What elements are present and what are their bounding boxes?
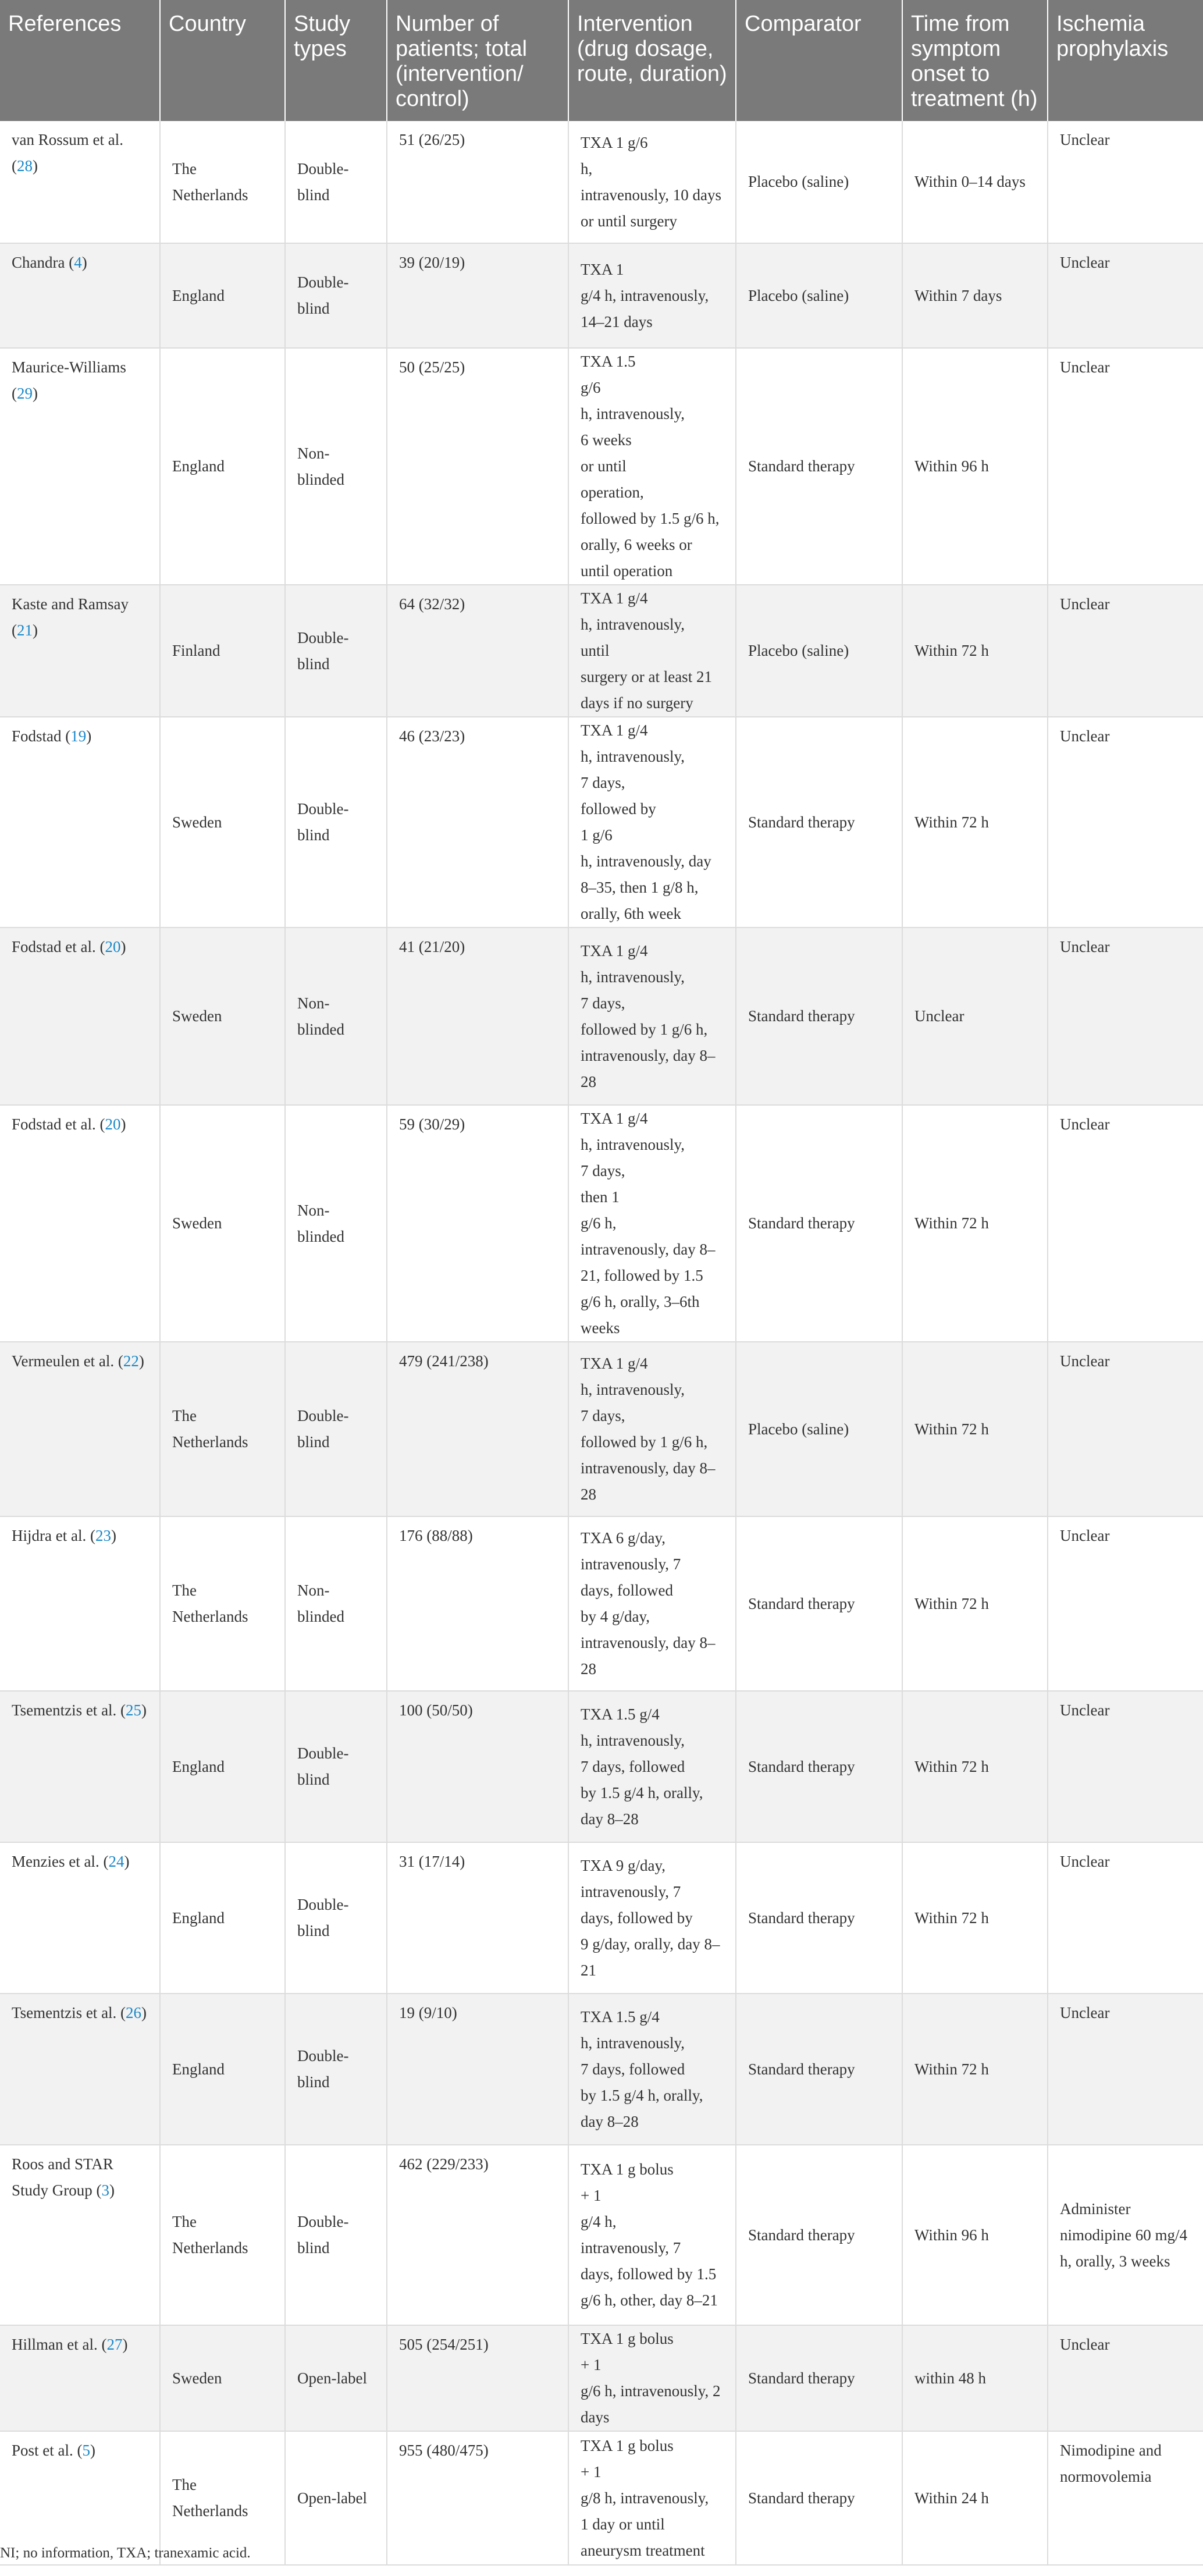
cell-study-type: Double-blind bbox=[285, 121, 387, 243]
header-time-to-treatment: Time from symptom onset to treatment (h) bbox=[902, 0, 1048, 121]
table-row bbox=[0, 121, 1203, 243]
cell-comparator: Placebo (saline) bbox=[736, 243, 902, 348]
cell-reference bbox=[0, 243, 160, 348]
cell-patients: 64 (32/32) bbox=[387, 585, 568, 717]
cell-country: Sweden bbox=[160, 717, 285, 928]
reference-link[interactable]: 27 bbox=[106, 2336, 123, 2353]
reference-text: Fodstad et al. ( bbox=[12, 938, 105, 955]
reference-text: Hijdra et al. ( bbox=[12, 1527, 95, 1544]
cell-comparator: Placebo (saline) bbox=[736, 585, 902, 717]
reference-close: ) bbox=[122, 2336, 128, 2353]
cell-study-type: Open-label bbox=[285, 2431, 387, 2565]
reference-text: Fodstad et al. ( bbox=[12, 1115, 105, 1133]
table-row bbox=[0, 243, 1203, 348]
cell-study-type: Double-blind bbox=[285, 1994, 387, 2145]
reference-link[interactable]: 19 bbox=[70, 727, 87, 745]
cell-reference bbox=[0, 585, 160, 717]
cell-country: England bbox=[160, 1842, 285, 1994]
reference-close: ) bbox=[138, 1352, 144, 1370]
cell-intervention: TXA 1.5 g/4 h, intravenously, 7 days, followed by 1.5 g/4 h, orally, day 8–28 bbox=[568, 1994, 736, 2145]
cell-study-type: Double-blind bbox=[285, 717, 387, 928]
cell-study-type: Double-blind bbox=[285, 243, 387, 348]
cell-time: Within 72 h bbox=[902, 717, 1048, 928]
cell-study-type: Double-blind bbox=[285, 585, 387, 717]
cell-time: Within 96 h bbox=[902, 2145, 1048, 2325]
cell-country: Sweden bbox=[160, 1105, 285, 1342]
cell-comparator: Standard therapy bbox=[736, 1994, 902, 2145]
cell-patients: 176 (88/88) bbox=[387, 1516, 568, 1691]
reference-close: ) bbox=[33, 621, 38, 639]
header-number-of-patients: Number of patients; total (intervention/ control) bbox=[387, 0, 568, 121]
cell-ischemia: Unclear bbox=[1048, 717, 1203, 928]
cell-comparator: Standard therapy bbox=[736, 1691, 902, 1842]
header-country: Country bbox=[160, 0, 285, 121]
cell-reference bbox=[0, 1994, 160, 2145]
reference-close: ) bbox=[33, 385, 38, 402]
reference-link[interactable]: 28 bbox=[17, 157, 33, 175]
cell-intervention: TXA 9 g/day, intravenously, 7 days, followed by 9 g/day, orally, day 8–21 bbox=[568, 1842, 736, 1994]
cell-comparator: Standard therapy bbox=[736, 2145, 902, 2325]
cell-country: England bbox=[160, 1994, 285, 2145]
reference-close: ) bbox=[86, 727, 92, 745]
table-row bbox=[0, 1842, 1203, 1994]
cell-study-type: Non-blinded bbox=[285, 1105, 387, 1342]
cell-reference bbox=[0, 2145, 160, 2325]
reference-link[interactable]: 20 bbox=[105, 1115, 121, 1133]
cell-ischemia: Unclear bbox=[1048, 348, 1203, 585]
table-row bbox=[0, 1691, 1203, 1842]
reference-close: ) bbox=[124, 1853, 130, 1870]
cell-intervention: TXA 1 g/4 h, intravenously, 14–21 days bbox=[568, 243, 736, 348]
cell-time: Within 72 h bbox=[902, 1691, 1048, 1842]
cell-time: Within 72 h bbox=[902, 1842, 1048, 1994]
cell-study-type: Double-blind bbox=[285, 2145, 387, 2325]
cell-patients: 31 (17/14) bbox=[387, 1842, 568, 1994]
cell-ischemia: Unclear bbox=[1048, 1342, 1203, 1516]
cell-country: The Netherlands bbox=[160, 121, 285, 243]
cell-country: The Netherlands bbox=[160, 1342, 285, 1516]
table-row bbox=[0, 1105, 1203, 1342]
cell-time: Within 7 days bbox=[902, 243, 1048, 348]
cell-comparator: Standard therapy bbox=[736, 717, 902, 928]
header-study-types: Study types bbox=[285, 0, 387, 121]
cell-patients: 100 (50/50) bbox=[387, 1691, 568, 1842]
cell-study-type: Non-blinded bbox=[285, 928, 387, 1105]
cell-reference bbox=[0, 1105, 160, 1342]
reference-link[interactable]: 22 bbox=[123, 1352, 139, 1370]
cell-comparator: Placebo (saline) bbox=[736, 1342, 902, 1516]
cell-patients: 479 (241/238) bbox=[387, 1342, 568, 1516]
reference-text: van Rossum et al. ( bbox=[12, 131, 123, 175]
cell-ischemia: Unclear bbox=[1048, 121, 1203, 243]
reference-close: ) bbox=[141, 2004, 147, 2021]
table-row bbox=[0, 585, 1203, 717]
cell-country: England bbox=[160, 1691, 285, 1842]
cell-patients: 41 (21/20) bbox=[387, 928, 568, 1105]
cell-time: Within 72 h bbox=[902, 1342, 1048, 1516]
cell-patients: 19 (9/10) bbox=[387, 1994, 568, 2145]
cell-ischemia: Administer nimodipine 60 mg/4 h, orally, 3 weeks bbox=[1048, 2145, 1203, 2325]
cell-patients: 46 (23/23) bbox=[387, 717, 568, 928]
cell-study-type: Non-blinded bbox=[285, 348, 387, 585]
cell-time: Within 0–14 days bbox=[902, 121, 1048, 243]
reference-close: ) bbox=[120, 938, 126, 955]
cell-ischemia: Unclear bbox=[1048, 1842, 1203, 1994]
cell-time: Within 72 h bbox=[902, 1105, 1048, 1342]
reference-link[interactable]: 24 bbox=[108, 1853, 124, 1870]
reference-text: Maurice-Williams ( bbox=[12, 358, 126, 402]
table-row bbox=[0, 348, 1203, 585]
reference-text: Post et al. ( bbox=[12, 2442, 83, 2459]
reference-close: ) bbox=[120, 1115, 126, 1133]
cell-time: Within 96 h bbox=[902, 348, 1048, 585]
reference-link[interactable]: 29 bbox=[17, 385, 33, 402]
table-footnote: NI; no information, TXA; tranexamic acid. bbox=[0, 2545, 251, 2561]
cell-intervention: TXA 1 g/4 h, intravenously, 7 days, followed by 1 g/6 h, intravenously, day 8–35, then 1 g/8 h, orally, 6th week bbox=[568, 717, 736, 928]
cell-patients: 51 (26/25) bbox=[387, 121, 568, 243]
cell-country: The Netherlands bbox=[160, 1516, 285, 1691]
cell-country: The Netherlands bbox=[160, 2431, 285, 2565]
header-references: References bbox=[0, 0, 160, 121]
cell-time: Within 72 h bbox=[902, 585, 1048, 717]
cell-intervention: TXA 1.5 g/6 h, intravenously, 6 weeks or until operation, followed by 1.5 g/6 h, orally, 6 weeks or until operation bbox=[568, 348, 736, 585]
cell-time: Within 24 h bbox=[902, 2431, 1048, 2565]
cell-intervention: TXA 1 g/4 h, intravenously, 7 days, followed by 1 g/6 h, intravenously, day 8–28 bbox=[568, 1342, 736, 1516]
reference-text: Kaste and Ramsay ( bbox=[12, 595, 129, 639]
cell-ischemia: Unclear bbox=[1048, 1691, 1203, 1842]
reference-text: Tsementzis et al. ( bbox=[12, 2004, 126, 2021]
cell-reference bbox=[0, 1842, 160, 1994]
cell-country: England bbox=[160, 243, 285, 348]
reference-link[interactable]: 3 bbox=[101, 2181, 109, 2199]
cell-intervention: TXA 1 g bolus + 1 g/8 h, intravenously, 1 day or until aneurysm treatment bbox=[568, 2431, 736, 2565]
cell-time: Within 72 h bbox=[902, 1994, 1048, 2145]
cell-patients: 39 (20/19) bbox=[387, 243, 568, 348]
reference-close: ) bbox=[109, 2181, 115, 2199]
cell-reference bbox=[0, 717, 160, 928]
cell-intervention: TXA 1.5 g/4 h, intravenously, 7 days, followed by 1.5 g/4 h, orally, day 8–28 bbox=[568, 1691, 736, 1842]
cell-comparator: Standard therapy bbox=[736, 1105, 902, 1342]
reference-link[interactable]: 21 bbox=[17, 621, 33, 639]
reference-link[interactable]: 5 bbox=[82, 2442, 90, 2459]
cell-reference bbox=[0, 348, 160, 585]
cell-reference bbox=[0, 1691, 160, 1842]
cell-time: Unclear bbox=[902, 928, 1048, 1105]
cell-ischemia: Unclear bbox=[1048, 1994, 1203, 2145]
reference-close: ) bbox=[141, 1701, 147, 1719]
cell-reference bbox=[0, 121, 160, 243]
cell-patients: 505 (254/251) bbox=[387, 2325, 568, 2431]
reference-close: ) bbox=[81, 254, 87, 271]
cell-time: within 48 h bbox=[902, 2325, 1048, 2431]
cell-comparator: Standard therapy bbox=[736, 2431, 902, 2565]
header-ischemia-prophylaxis: Ischemia prophylaxis bbox=[1048, 0, 1203, 121]
cell-intervention: TXA 1 g bolus + 1 g/6 h, intravenously, 2 days bbox=[568, 2325, 736, 2431]
table-row bbox=[0, 1342, 1203, 1516]
table-row bbox=[0, 2325, 1203, 2431]
cell-country: The Netherlands bbox=[160, 2145, 285, 2325]
cell-intervention: TXA 1 g/4 h, intravenously, 7 days, then 1 g/6 h, intravenously, day 8–21, followed by 1.5 g/6 h, orally, 3–6th weeks bbox=[568, 1105, 736, 1342]
table-row bbox=[0, 1516, 1203, 1691]
cell-ischemia: Unclear bbox=[1048, 243, 1203, 348]
table-row bbox=[0, 717, 1203, 928]
reference-link[interactable]: 20 bbox=[105, 938, 121, 955]
cell-comparator: Standard therapy bbox=[736, 1516, 902, 1691]
reference-text: Vermeulen et al. ( bbox=[12, 1352, 123, 1370]
cell-comparator: Standard therapy bbox=[736, 2325, 902, 2431]
header-row bbox=[0, 0, 1203, 121]
table-row bbox=[0, 2145, 1203, 2325]
cell-ischemia: Unclear bbox=[1048, 2325, 1203, 2431]
reference-text: Chandra ( bbox=[12, 254, 74, 271]
reference-text: Menzies et al. ( bbox=[12, 1853, 109, 1870]
cell-ischemia: Unclear bbox=[1048, 1105, 1203, 1342]
cell-study-type: Open-label bbox=[285, 2325, 387, 2431]
cell-intervention: TXA 1 g bolus + 1 g/4 h, intravenously, 7 days, followed by 1.5 g/6 h, other, day 8–21 bbox=[568, 2145, 736, 2325]
header-intervention: Intervention (drug dosage, route, duration) bbox=[568, 0, 736, 121]
cell-study-type: Double-blind bbox=[285, 1342, 387, 1516]
cell-reference bbox=[0, 928, 160, 1105]
cell-study-type: Double-blind bbox=[285, 1691, 387, 1842]
cell-comparator: Standard therapy bbox=[736, 348, 902, 585]
reference-link[interactable]: 4 bbox=[74, 254, 82, 271]
table-row bbox=[0, 1994, 1203, 2145]
cell-patients: 955 (480/475) bbox=[387, 2431, 568, 2565]
cell-ischemia: Nimodipine and normovolemia bbox=[1048, 2431, 1203, 2565]
cell-intervention: TXA 6 g/day, intravenously, 7 days, followed by 4 g/day, intravenously, day 8–28 bbox=[568, 1516, 736, 1691]
cell-comparator: Placebo (saline) bbox=[736, 121, 902, 243]
cell-patients: 462 (229/233) bbox=[387, 2145, 568, 2325]
cell-country: Sweden bbox=[160, 2325, 285, 2431]
cell-study-type: Non-blinded bbox=[285, 1516, 387, 1691]
cell-time: Within 72 h bbox=[902, 1516, 1048, 1691]
reference-link[interactable]: 23 bbox=[95, 1527, 111, 1544]
cell-country: Finland bbox=[160, 585, 285, 717]
cell-ischemia: Unclear bbox=[1048, 928, 1203, 1105]
reference-text: Roos and STAR Study Group ( bbox=[12, 2155, 113, 2199]
cell-country: Sweden bbox=[160, 928, 285, 1105]
reference-link[interactable]: 26 bbox=[126, 2004, 142, 2021]
reference-text: Tsementzis et al. ( bbox=[12, 1701, 126, 1719]
reference-close: ) bbox=[33, 157, 38, 175]
cell-reference bbox=[0, 1342, 160, 1516]
cell-patients: 50 (25/25) bbox=[387, 348, 568, 585]
reference-close: ) bbox=[90, 2442, 95, 2459]
reference-close: ) bbox=[111, 1527, 116, 1544]
reference-link[interactable]: 25 bbox=[126, 1701, 142, 1719]
cell-reference bbox=[0, 1516, 160, 1691]
table-row bbox=[0, 928, 1203, 1105]
cell-study-type: Double-blind bbox=[285, 1842, 387, 1994]
cell-ischemia: Unclear bbox=[1048, 585, 1203, 717]
cell-comparator: Standard therapy bbox=[736, 1842, 902, 1994]
reference-text: Hillman et al. ( bbox=[12, 2336, 107, 2353]
cell-reference bbox=[0, 2325, 160, 2431]
header-comparator: Comparator bbox=[736, 0, 902, 121]
table-body bbox=[0, 121, 1203, 2565]
cell-patients: 59 (30/29) bbox=[387, 1105, 568, 1342]
cell-intervention: TXA 1 g/6 h, intravenously, 10 days or until surgery bbox=[568, 121, 736, 243]
reference-text: Fodstad ( bbox=[12, 727, 71, 745]
cell-comparator: Standard therapy bbox=[736, 928, 902, 1105]
cell-intervention: TXA 1 g/4 h, intravenously, until surgery or at least 21 days if no surgery bbox=[568, 585, 736, 717]
cell-intervention: TXA 1 g/4 h, intravenously, 7 days, followed by 1 g/6 h, intravenously, day 8–28 bbox=[568, 928, 736, 1105]
cell-ischemia: Unclear bbox=[1048, 1516, 1203, 1691]
cell-country: England bbox=[160, 348, 285, 585]
